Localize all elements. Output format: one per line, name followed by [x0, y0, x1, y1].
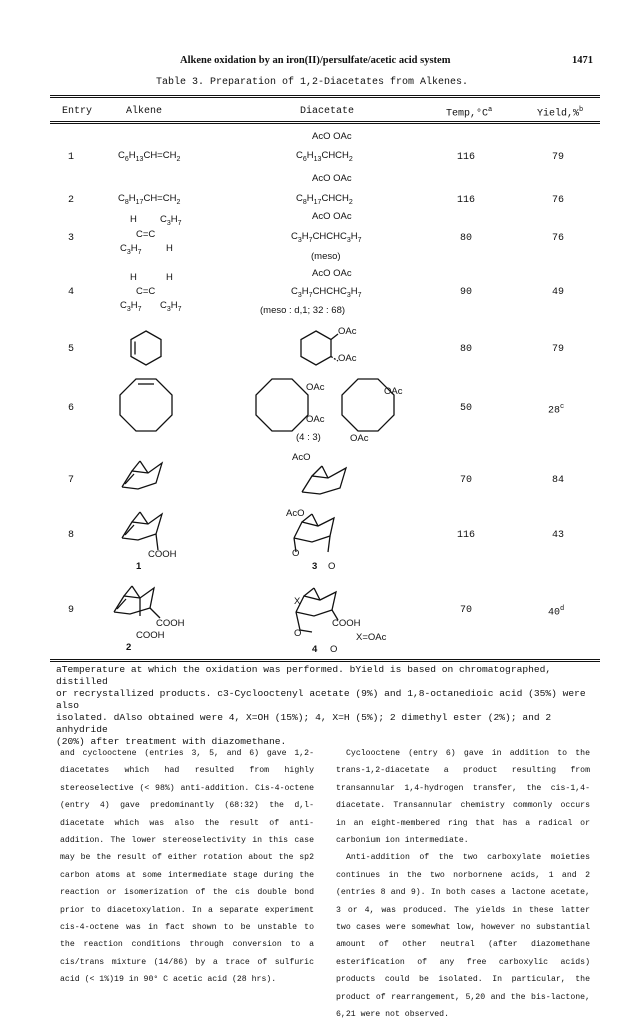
table-top-rule-2 [50, 97, 600, 98]
diacetate-formula: $C_3H_7CHCHC_3H_7$ [291, 231, 362, 244]
compound-number: 1 [136, 561, 142, 572]
footnote-line: isolated. dAlso obtained were 4, X=OH (15%); 4, X=H (5%); 2 dimethyl ester (2%); and 2 anhydride [56, 712, 552, 735]
table-bottom-rule-2 [50, 661, 600, 662]
cyclohexane-diacetate-structure [296, 328, 336, 368]
acetoxy-label: AcO [286, 508, 305, 519]
carboxyl-label: COOH [332, 618, 361, 629]
diacetate-formula: $C_3H_7CHCHC_3H_7$ [291, 286, 362, 299]
entry-number: 3 [68, 233, 75, 244]
table-bottom-rule [50, 659, 600, 660]
entry-number: 6 [68, 403, 75, 414]
acetoxy-label: OAc [338, 353, 357, 364]
stereo-note: (meso : d,1; 32 : 68) [260, 305, 346, 316]
acetoxy-label: OAc [350, 433, 369, 444]
diacetate-formula: $C_6H_{13}CHCH_2$ [296, 150, 353, 163]
col-diacetate: Diacetate [300, 106, 355, 117]
header-rule [50, 121, 600, 122]
yield: 76 [552, 195, 565, 206]
acetoxy-label: OAc [338, 326, 357, 337]
yield: 43 [552, 530, 565, 541]
trans-4-octene-structure: H $C_3H_7$ C=C $C_3H_7$ H [120, 214, 182, 256]
acetoxy-labels: AcO OAc [312, 131, 352, 142]
body-paragraph: Anti-addition of the two carboxylate moieties continues in the two norbornene acids, 1 and 2 (entries 8 and 9). In both cases a lactone acetate, 3 or 4, was produced. The yields in these latter two cases were somewhat low, however no substantial amount of other neutral (after diazomethane esterification of any free carboxylic acids) products could be isolated. In particular, the product of rearrangement, 5,20 and the bis-lactone, 6,21 were not observed. [336, 853, 590, 1020]
carboxyl-label: COOH [148, 549, 177, 560]
table-footnote [56, 664, 596, 748]
compound-number: 4 [312, 644, 318, 655]
diacetate-formula: $C_8H_{17}CHCH_2$ [296, 193, 353, 206]
stereo-note: (meso) [311, 251, 341, 262]
body-column-left [60, 745, 314, 989]
running-title: Alkene oxidation by an iron(II)/persulfate/acetic acid system [180, 55, 451, 66]
substituent-x-label: X [294, 596, 301, 607]
footnote-line: (20%) after treatment with diazomethane. [56, 736, 287, 747]
table-top-rule [50, 95, 600, 96]
yield: 84 [552, 475, 565, 486]
carboxyl-label: COOH [136, 630, 165, 641]
temperature: 50 [460, 403, 473, 414]
temperature: 116 [457, 195, 476, 206]
cyclohexene-structure [126, 328, 166, 368]
alkene-formula: $C_8H_{17}CH=CH_2$ [118, 193, 181, 206]
yield: 28$^c$ [548, 403, 565, 417]
compound-number: 3 [312, 561, 318, 572]
yield: 76 [552, 233, 565, 244]
body-paragraph: Cyclooctene (entry 6) gave in addition to the trans-1,2-diacetate a product resulting from transannular 1,4-hydrogen transfer, the cis-1,4-diacetate. Transannular chemistry commonly occurs in an eight-membered ring that has a radical or carbonium ion intermediate. [336, 749, 590, 846]
ring-oxygen-label: O [292, 548, 300, 559]
alkene-formula: $C_6H_{13}CH=CH_2$ [118, 150, 181, 163]
acetoxy-label: AcO [292, 452, 311, 463]
norbornene-structure [118, 457, 168, 493]
acetoxy-labels: AcO OAc [312, 173, 352, 184]
carboxyl-label: COOH [156, 618, 185, 629]
acetoxy-labels: AcO OAc [312, 268, 352, 279]
body-column-right [336, 745, 590, 1024]
header-rule-2 [50, 123, 600, 124]
norbornene-acid-structure [118, 508, 168, 554]
temperature: 80 [460, 344, 473, 355]
x-definition: X=OAc [356, 632, 387, 643]
footnote-line: aTemperature at which the oxidation was performed. bYield is based on chromatographed, distilled [56, 664, 552, 687]
temperature: 70 [460, 605, 473, 616]
acetoxy-labels: AcO OAc [312, 211, 352, 222]
yield: 79 [552, 152, 565, 163]
col-temp: $Temp,^\circ C^a$ [446, 106, 493, 120]
cis-4-octene-structure: H H C=C $C_3H_7$ $C_3H_7$ [120, 272, 182, 313]
yield: 49 [552, 287, 565, 298]
page-number: 1471 [572, 55, 593, 66]
compound-number: 2 [126, 642, 132, 653]
entry-number: 4 [68, 287, 75, 298]
entry-number: 9 [68, 605, 75, 616]
entry-number: 1 [68, 152, 75, 163]
yield: 40$^d$ [548, 605, 565, 619]
entry-number: 5 [68, 344, 75, 355]
acetoxy-label: OAc [384, 386, 403, 397]
carbonyl-oxygen-label: O [330, 644, 338, 655]
table-caption: Table 3. Preparation of 1,2-Diacetates from Alkenes. [155, 77, 469, 88]
ring-oxygen-label: O [294, 628, 302, 639]
acetoxy-label: OAc [306, 382, 325, 393]
yield: 79 [552, 344, 565, 355]
carbonyl-oxygen-label: O [328, 561, 336, 572]
temperature: 80 [460, 233, 473, 244]
entry-number: 2 [68, 195, 75, 206]
temperature: 116 [457, 530, 476, 541]
entry-number: 7 [68, 475, 75, 486]
col-alkene: Alkene [126, 106, 163, 117]
temperature: 90 [460, 287, 473, 298]
body-paragraph: and cyclooctene (entries 3, 5, and 6) gave 1,2-diacetates which had resulted from highly stereoselective (< 98%) anti-addition. Cis-4-octene (entry 4) gave predominantly (68:32) the d,l-diacetate which was also the result of anti-addition. The lower stereoselectivity in this case may be the result of either rotation about the sp2 carbon atoms at some intermediate stage during the reaction or isomerization of the cis double bond prior to diacetoxylation. In a separate experiment cis-4-octene was in fact shown to be unstable to the reaction conditions through conversion to a cis/trans mixture (14/86) by a trace of sulfuric acid (< 1%)19 in 90° C acetic acid (28 hrs). [60, 749, 314, 985]
cyclooctane-1-2-diacetate-structure [254, 377, 310, 433]
footnote-line: or recrystallized products. c3-Cyclooctenyl acetate (9%) and 1,8-octanedioic acid (35%) were also [56, 688, 586, 711]
cyclooctene-structure [118, 377, 174, 433]
acetoxy-label: OAc [306, 414, 325, 425]
ratio-label: (4 : 3) [296, 432, 321, 443]
col-entry: Entry [62, 106, 93, 117]
col-yield: Yield,%$^b$ [537, 106, 584, 120]
norbornyl-acetate-structure [298, 462, 352, 498]
temperature: 116 [457, 152, 476, 163]
temperature: 70 [460, 475, 473, 486]
entry-number: 8 [68, 530, 75, 541]
